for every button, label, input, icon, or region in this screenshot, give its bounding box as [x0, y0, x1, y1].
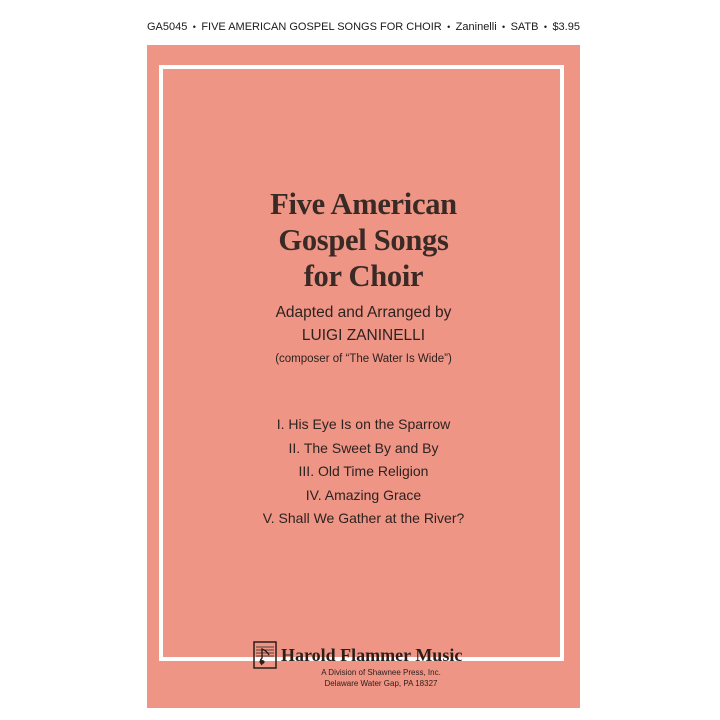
cover-title-line: Five American [270, 187, 457, 221]
list-item: IV. Amazing Grace [305, 486, 422, 503]
publisher-name: Harold Flammer Music [281, 645, 463, 665]
catalog-number: GA5045 [147, 21, 188, 33]
arranger-name: LUIGI ZANINELLI [301, 327, 426, 344]
song-list [147, 413, 580, 531]
list-item: V. Shall We Gather at the River? [262, 510, 465, 526]
header-voicing: SATB [510, 21, 539, 33]
separator: • [192, 22, 196, 32]
separator: • [543, 22, 548, 32]
header-price: $3.95 [552, 21, 580, 33]
adapted-by-label: Adapted and Arranged by [275, 304, 452, 321]
publisher-address: Delaware Water Gap, PA 18327 [324, 679, 438, 688]
cover-title-line: Gospel Songs [278, 223, 449, 257]
list-item: III. Old Time Religion [298, 463, 429, 479]
separator: • [502, 22, 506, 32]
catalog-header [147, 18, 580, 36]
publisher-division: A Division of Shawnee Press, Inc. [321, 668, 441, 677]
composer-note: (composer of “The Water Is Wide”) [275, 353, 452, 365]
header-composer: Zaninelli [455, 21, 497, 33]
cover-title-line: for Choir [303, 259, 424, 293]
cover-title [147, 186, 580, 294]
music-staff-logo-icon [253, 641, 277, 669]
separator: • [447, 22, 451, 32]
header-title: FIVE AMERICAN GOSPEL SONGS FOR CHOIR [201, 21, 442, 33]
list-item: II. The Sweet By and By [288, 439, 439, 456]
cover-panel [147, 45, 580, 708]
list-item: I. His Eye Is on the Sparrow [276, 416, 451, 432]
